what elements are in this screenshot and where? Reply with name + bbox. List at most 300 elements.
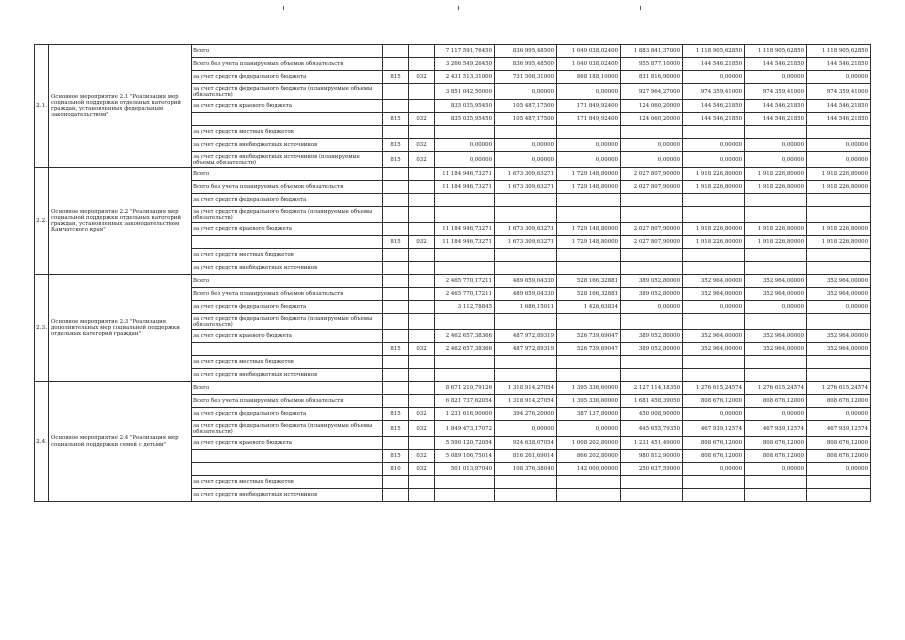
year-amount: 1 918 226,80000: [807, 181, 871, 194]
year-amount: [683, 356, 745, 369]
year-amount: 1 918 226,80000: [807, 236, 871, 249]
year-amount: [683, 207, 745, 223]
total-amount: [435, 262, 495, 275]
funding-source-label: за счет средств местных бюджетов: [192, 249, 383, 262]
event-index: 2.1.: [35, 45, 49, 168]
event-name: Основное мероприятие 2.4 "Реализация мер социальной поддержки семей с детьми": [49, 382, 192, 502]
year-amount: [557, 356, 621, 369]
total-amount: [435, 207, 495, 223]
section-code: 032: [409, 408, 435, 421]
year-amount: 1 118 905,62850: [745, 45, 807, 58]
table-row: [35, 168, 871, 181]
admin-code: [383, 330, 409, 343]
year-amount: 352 964,00000: [745, 343, 807, 356]
funding-source-label: за счет средств федерального бюджета: [192, 71, 383, 84]
total-amount: 835 035,95450: [435, 100, 495, 113]
admin-code: [383, 369, 409, 382]
admin-code: [383, 395, 409, 408]
year-amount: [683, 194, 745, 207]
year-amount: 0,00000: [683, 408, 745, 421]
admin-code: 815: [383, 139, 409, 152]
year-amount: 0,00000: [745, 139, 807, 152]
section-code: [409, 84, 435, 100]
year-amount: 144 546,21850: [745, 113, 807, 126]
section-code: [409, 100, 435, 113]
event-name: Основное мероприятие 2.1 "Реализация мер социальной поддержки отдельных категорий граждан, установленных федеральным законодательством": [49, 45, 192, 168]
admin-code: [383, 288, 409, 301]
year-amount: [621, 249, 683, 262]
admin-code: [383, 275, 409, 288]
section-code: [409, 223, 435, 236]
budget-table-body: [35, 45, 871, 502]
year-amount: 394 276,20000: [495, 408, 557, 421]
admin-code: [383, 181, 409, 194]
section-code: [409, 181, 435, 194]
year-amount: [621, 314, 683, 330]
funding-source-label: Всего: [192, 382, 383, 395]
year-amount: 144 546,21850: [807, 58, 871, 71]
section-code: [409, 262, 435, 275]
year-amount: 808 676,12000: [683, 450, 745, 463]
admin-code: 815: [383, 152, 409, 168]
total-amount: 2 465 770,17211: [435, 275, 495, 288]
year-amount: [557, 369, 621, 382]
total-amount: 835 035,95450: [435, 113, 495, 126]
year-amount: [745, 249, 807, 262]
year-amount: 1 686,15011: [495, 301, 557, 314]
admin-code: [383, 262, 409, 275]
admin-code: [383, 126, 409, 139]
admin-code: [383, 194, 409, 207]
year-amount: [621, 489, 683, 502]
funding-source-label: Всего: [192, 45, 383, 58]
year-amount: [745, 489, 807, 502]
year-amount: 526 739,69047: [557, 330, 621, 343]
year-amount: [495, 489, 557, 502]
total-amount: 2 431 513,31000: [435, 71, 495, 84]
admin-code: 815: [383, 408, 409, 421]
year-amount: 144 546,21850: [745, 100, 807, 113]
funding-source-label: за счет средств федерального бюджета (планируемые объемы обязательств): [192, 207, 383, 223]
year-amount: 0,00000: [557, 421, 621, 437]
year-amount: [683, 314, 745, 330]
total-amount: [435, 194, 495, 207]
year-amount: 1 918 226,80000: [807, 168, 871, 181]
total-amount: 5 590 120,72054: [435, 437, 495, 450]
funding-source-label: за счет средств федерального бюджета: [192, 301, 383, 314]
year-amount: 144 546,21850: [683, 58, 745, 71]
admin-code: [383, 168, 409, 181]
year-amount: 1 918 226,80000: [683, 236, 745, 249]
admin-code: 815: [383, 113, 409, 126]
admin-code: [383, 314, 409, 330]
year-amount: [557, 207, 621, 223]
total-amount: 5 089 106,75014: [435, 450, 495, 463]
total-amount: [435, 314, 495, 330]
admin-code: 815: [383, 236, 409, 249]
year-amount: 808 676,12000: [745, 437, 807, 450]
section-code: [409, 45, 435, 58]
year-amount: [557, 476, 621, 489]
year-amount: 808 676,12000: [745, 450, 807, 463]
year-amount: 0,00000: [807, 139, 871, 152]
table-row: [35, 275, 871, 288]
year-amount: 836 995,48500: [495, 45, 557, 58]
year-amount: 924 638,07054: [495, 437, 557, 450]
year-amount: 1 673 309,63271: [495, 168, 557, 181]
section-code: [409, 301, 435, 314]
year-amount: 1 918 226,80000: [683, 181, 745, 194]
year-amount: 974 359,41000: [745, 84, 807, 100]
funding-source-label: [192, 113, 383, 126]
admin-code: [383, 207, 409, 223]
table-row: [35, 382, 871, 395]
year-amount: [495, 356, 557, 369]
year-amount: 1 276 615,24574: [745, 382, 807, 395]
year-amount: 1 426,63834: [557, 301, 621, 314]
funding-source-label: Всего: [192, 168, 383, 181]
event-name: Основное мероприятие 2.3 "Реализация дополнительных мер социальной поддержки отдельных категорий граждан": [49, 275, 192, 382]
year-amount: [495, 194, 557, 207]
year-amount: 0,00000: [683, 301, 745, 314]
section-code: [409, 288, 435, 301]
funding-source-label: Всего без учета планируемых объемов обязательств: [192, 288, 383, 301]
admin-code: 815: [383, 450, 409, 463]
year-amount: 1 008 202,80000: [557, 437, 621, 450]
year-amount: 352 964,00000: [807, 343, 871, 356]
year-amount: [745, 207, 807, 223]
year-amount: 352 964,00000: [683, 343, 745, 356]
funding-source-label: [192, 463, 383, 476]
funding-source-label: [192, 343, 383, 356]
year-amount: [807, 314, 871, 330]
total-amount: [435, 356, 495, 369]
year-amount: 352 964,00000: [745, 330, 807, 343]
year-amount: [495, 262, 557, 275]
year-amount: 108 376,38040: [495, 463, 557, 476]
year-amount: [683, 262, 745, 275]
year-amount: 1 918 226,80000: [745, 223, 807, 236]
total-amount: 7 117 591,76450: [435, 45, 495, 58]
funding-source-label: за счет средств краевого бюджета: [192, 100, 383, 113]
funding-source-label: Всего без учета планируемых объемов обязательств: [192, 395, 383, 408]
funding-source-label: [192, 450, 383, 463]
year-amount: 0,00000: [621, 139, 683, 152]
year-amount: 816 261,69014: [495, 450, 557, 463]
year-amount: [495, 314, 557, 330]
year-amount: 0,00000: [495, 139, 557, 152]
year-amount: 250 637,59000: [621, 463, 683, 476]
section-code: [409, 356, 435, 369]
year-amount: 1 049 038,02400: [557, 45, 621, 58]
total-amount: [435, 476, 495, 489]
event-index: 2.4.: [35, 382, 49, 502]
year-amount: 1 918 226,80000: [807, 223, 871, 236]
funding-source-label: за счет средств местных бюджетов: [192, 356, 383, 369]
year-amount: 868 188,10000: [557, 71, 621, 84]
section-code: 032: [409, 343, 435, 356]
funding-source-label: за счет средств федерального бюджета: [192, 408, 383, 421]
year-amount: [621, 126, 683, 139]
funding-source-label: Всего без учета планируемых объемов обязательств: [192, 58, 383, 71]
year-amount: [557, 262, 621, 275]
funding-source-label: за счет средств краевого бюджета: [192, 330, 383, 343]
year-amount: 352 964,00000: [683, 275, 745, 288]
year-amount: [557, 126, 621, 139]
year-amount: 2 027 807,90000: [621, 236, 683, 249]
year-amount: 831 816,90000: [621, 71, 683, 84]
year-amount: 528 166,32881: [557, 288, 621, 301]
year-amount: 352 964,00000: [807, 288, 871, 301]
year-amount: 144 546,21850: [807, 113, 871, 126]
year-amount: [683, 489, 745, 502]
year-amount: 0,00000: [745, 152, 807, 168]
section-code: [409, 395, 435, 408]
year-amount: 808 676,12000: [745, 395, 807, 408]
funding-source-label: за счет средств краевого бюджета: [192, 437, 383, 450]
year-amount: 0,00000: [495, 152, 557, 168]
year-amount: [683, 369, 745, 382]
year-amount: 0,00000: [807, 408, 871, 421]
year-amount: [621, 207, 683, 223]
year-amount: 808 676,12000: [807, 450, 871, 463]
total-amount: 11 184 946,73271: [435, 236, 495, 249]
budget-table-sheet: [34, 44, 870, 502]
funding-source-label: за счет средств внебюджетных источников: [192, 262, 383, 275]
year-amount: 1 883 841,37000: [621, 45, 683, 58]
year-amount: 489 659,04330: [495, 275, 557, 288]
year-amount: 142 000,00000: [557, 463, 621, 476]
year-amount: [745, 356, 807, 369]
year-amount: [495, 126, 557, 139]
year-amount: 387 137,80000: [557, 408, 621, 421]
total-amount: 11 184 946,73271: [435, 168, 495, 181]
year-amount: 0,00000: [807, 71, 871, 84]
year-amount: [745, 369, 807, 382]
total-amount: [435, 249, 495, 262]
year-amount: [807, 369, 871, 382]
total-amount: 11 184 946,73271: [435, 223, 495, 236]
year-amount: [807, 262, 871, 275]
year-amount: 927 964,27000: [621, 84, 683, 100]
year-amount: [683, 476, 745, 489]
year-amount: 0,00000: [807, 301, 871, 314]
total-amount: [435, 489, 495, 502]
total-amount: 11 184 946,73271: [435, 181, 495, 194]
section-code: 032: [409, 450, 435, 463]
year-amount: 2 027 807,90000: [621, 181, 683, 194]
year-amount: 0,00000: [807, 463, 871, 476]
section-code: [409, 249, 435, 262]
funding-source-label: за счет средств внебюджетных источников (планируемые объемы обязательств): [192, 152, 383, 168]
year-amount: 171 849,92400: [557, 113, 621, 126]
section-code: [409, 330, 435, 343]
year-amount: [621, 262, 683, 275]
total-amount: 3 266 549,26450: [435, 58, 495, 71]
year-amount: 1 395 336,60000: [557, 395, 621, 408]
year-amount: [495, 249, 557, 262]
funding-source-label: за счет средств местных бюджетов: [192, 126, 383, 139]
year-amount: 1 673 309,63271: [495, 236, 557, 249]
table-row: [35, 45, 871, 58]
year-amount: 0,00000: [621, 301, 683, 314]
admin-code: [383, 489, 409, 502]
admin-code: 810: [383, 463, 409, 476]
year-amount: 105 487,17500: [495, 100, 557, 113]
admin-code: [383, 45, 409, 58]
year-amount: 0,00000: [683, 71, 745, 84]
year-amount: 1 276 615,24574: [683, 382, 745, 395]
year-amount: 1 673 309,63271: [495, 181, 557, 194]
section-code: [409, 207, 435, 223]
admin-code: [383, 382, 409, 395]
year-amount: [807, 356, 871, 369]
year-amount: 0,00000: [683, 139, 745, 152]
year-amount: 526 739,69047: [557, 343, 621, 356]
year-amount: 1 681 458,39050: [621, 395, 683, 408]
year-amount: [683, 249, 745, 262]
year-amount: [621, 476, 683, 489]
admin-code: [383, 223, 409, 236]
total-amount: [435, 126, 495, 139]
total-amount: 2 465 770,17211: [435, 288, 495, 301]
year-amount: 528 166,32881: [557, 275, 621, 288]
year-amount: 1 318 914,27054: [495, 395, 557, 408]
total-amount: 8 671 210,79126: [435, 382, 495, 395]
year-amount: 1 918 226,80000: [683, 223, 745, 236]
year-amount: 352 964,00000: [807, 330, 871, 343]
year-amount: 352 964,00000: [745, 288, 807, 301]
year-amount: 0,00000: [745, 408, 807, 421]
year-amount: 171 849,92400: [557, 100, 621, 113]
funding-source-label: Всего без учета планируемых объемов обязательств: [192, 181, 383, 194]
year-amount: [495, 476, 557, 489]
admin-code: [383, 58, 409, 71]
total-amount: 501 013,97040: [435, 463, 495, 476]
year-amount: [807, 476, 871, 489]
event-name: Основное мероприятие 2.2 "Реализация мер социальной поддержки отдельных категорий граждан, установленных законодательством Камчатского края": [49, 168, 192, 275]
year-amount: 389 052,80000: [621, 330, 683, 343]
total-amount: 0,00000: [435, 152, 495, 168]
year-amount: 2 127 114,18350: [621, 382, 683, 395]
section-code: [409, 126, 435, 139]
funding-source-label: за счет средств федерального бюджета: [192, 194, 383, 207]
year-amount: 836 995,48500: [495, 58, 557, 71]
year-amount: 1 729 148,80000: [557, 223, 621, 236]
section-code: [409, 168, 435, 181]
year-amount: 955 877,10000: [621, 58, 683, 71]
section-code: 032: [409, 421, 435, 437]
year-amount: 352 964,00000: [683, 330, 745, 343]
section-code: [409, 314, 435, 330]
year-amount: 1 673 309,63271: [495, 223, 557, 236]
funding-source-label: Всего: [192, 275, 383, 288]
total-amount: 0,00000: [435, 139, 495, 152]
year-amount: 389 052,80000: [621, 343, 683, 356]
year-amount: 1 729 148,80000: [557, 168, 621, 181]
year-amount: 808 676,12000: [807, 395, 871, 408]
year-amount: 980 812,90000: [621, 450, 683, 463]
year-amount: 144 546,21850: [683, 100, 745, 113]
admin-code: 815: [383, 421, 409, 437]
year-amount: [495, 369, 557, 382]
year-amount: [683, 126, 745, 139]
total-amount: 1 231 616,90000: [435, 408, 495, 421]
year-amount: 0,00000: [807, 152, 871, 168]
year-amount: 467 939,12574: [745, 421, 807, 437]
funding-source-label: за счет средств внебюджетных источников: [192, 139, 383, 152]
year-amount: [745, 194, 807, 207]
total-amount: 3 851 042,50000: [435, 84, 495, 100]
year-amount: [745, 126, 807, 139]
total-amount: 2 462 657,38366: [435, 330, 495, 343]
event-index: 2.3.: [35, 275, 49, 382]
year-amount: 1 318 914,27054: [495, 382, 557, 395]
year-amount: 1 918 226,80000: [683, 168, 745, 181]
year-amount: 389 052,80000: [621, 275, 683, 288]
admin-code: [383, 437, 409, 450]
admin-code: 815: [383, 71, 409, 84]
section-code: [409, 437, 435, 450]
year-amount: 1 118 905,62850: [683, 45, 745, 58]
year-amount: 974 359,41000: [807, 84, 871, 100]
section-code: 032: [409, 139, 435, 152]
funding-source-label: за счет средств местных бюджетов: [192, 476, 383, 489]
year-amount: 124 060,20000: [621, 113, 683, 126]
funding-source-label: за счет средств внебюджетных источников: [192, 369, 383, 382]
year-amount: 0,00000: [683, 463, 745, 476]
total-amount: 1 849 473,17072: [435, 421, 495, 437]
year-amount: [557, 249, 621, 262]
year-amount: 0,00000: [621, 152, 683, 168]
funding-source-label: за счет средств внебюджетных источников: [192, 489, 383, 502]
section-code: [409, 369, 435, 382]
year-amount: 0,00000: [495, 84, 557, 100]
total-amount: 2 462 657,38366: [435, 343, 495, 356]
funding-source-label: [192, 236, 383, 249]
total-amount: [435, 369, 495, 382]
admin-code: [383, 100, 409, 113]
funding-source-label: за счет средств краевого бюджета: [192, 223, 383, 236]
year-amount: 445 655,79350: [621, 421, 683, 437]
admin-code: [383, 301, 409, 314]
section-code: 032: [409, 71, 435, 84]
section-code: 032: [409, 113, 435, 126]
section-code: [409, 489, 435, 502]
year-amount: [557, 314, 621, 330]
event-index: 2.2.: [35, 168, 49, 275]
year-amount: 144 546,21850: [683, 113, 745, 126]
year-amount: 1 918 226,80000: [745, 181, 807, 194]
year-amount: 0,00000: [557, 84, 621, 100]
year-amount: 0,00000: [557, 152, 621, 168]
year-amount: [621, 194, 683, 207]
year-amount: 1 729 148,80000: [557, 181, 621, 194]
year-amount: 467 939,12574: [807, 421, 871, 437]
section-code: 032: [409, 463, 435, 476]
year-amount: 0,00000: [745, 301, 807, 314]
funding-source-label: за счет средств федерального бюджета (планируемые объемы обязательств): [192, 84, 383, 100]
year-amount: 467 939,12574: [683, 421, 745, 437]
year-amount: 0,00000: [745, 71, 807, 84]
admin-code: 815: [383, 343, 409, 356]
year-amount: 1 276 615,24574: [807, 382, 871, 395]
year-amount: 487 972,89319: [495, 330, 557, 343]
year-amount: 808 676,12000: [683, 395, 745, 408]
year-amount: 105 487,17500: [495, 113, 557, 126]
section-code: 032: [409, 152, 435, 168]
total-amount: 3 112,78845: [435, 301, 495, 314]
